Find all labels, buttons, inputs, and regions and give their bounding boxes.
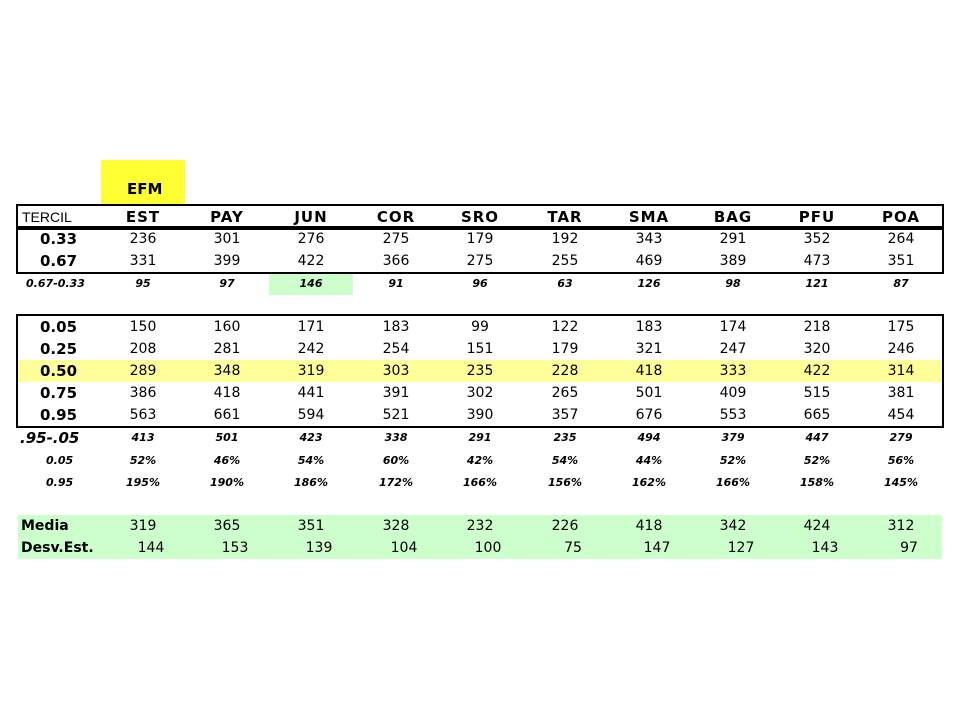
- table-row: [18, 273, 942, 295]
- table-cell: 312: [887, 518, 915, 534]
- table-cell: 501: [635, 385, 663, 401]
- row-label: 0.05: [40, 318, 78, 336]
- table-cell: 320: [803, 341, 831, 357]
- table-cell: 144: [137, 540, 165, 556]
- table-cell: 319: [129, 518, 157, 534]
- table-cell: 333: [719, 363, 747, 379]
- table-cell: 46%: [213, 454, 241, 467]
- table-row: [18, 250, 942, 272]
- table-cell: 424: [803, 518, 831, 534]
- table-cell: SRO: [460, 208, 500, 226]
- row-label: 0.25: [40, 340, 78, 358]
- table-cell: 183: [382, 319, 410, 335]
- table-cell: 291: [719, 231, 747, 247]
- table-cell: 418: [213, 385, 241, 401]
- table-cell: 254: [382, 341, 410, 357]
- row-label: 0.75: [40, 384, 78, 402]
- table-cell: 100: [474, 540, 502, 556]
- table-row: [18, 360, 942, 382]
- table-cell: 179: [466, 231, 494, 247]
- table-cell: 172%: [379, 476, 413, 489]
- table-cell: 158%: [800, 476, 834, 489]
- table-cell: 52%: [803, 454, 831, 467]
- table-cell: 139: [305, 540, 333, 556]
- table-cell: 56%: [887, 454, 915, 467]
- table-cell: 156%: [548, 476, 582, 489]
- table-row: [18, 427, 942, 449]
- table-cell: 95: [135, 277, 151, 290]
- table-cell: 97: [900, 540, 918, 556]
- table-cell: 422: [297, 253, 325, 269]
- table-cell: 348: [213, 363, 241, 379]
- table-cell: 97: [219, 277, 235, 290]
- table-cell: 54%: [297, 454, 325, 467]
- table-cell: 594: [297, 407, 325, 423]
- table-cell: 418: [635, 363, 663, 379]
- table-cell: 232: [466, 518, 494, 534]
- table-cell: 441: [297, 385, 325, 401]
- table-cell: 338: [384, 431, 408, 444]
- table-row: [18, 404, 942, 426]
- row-label: TERCIL: [22, 209, 72, 225]
- table-cell: 146: [269, 273, 353, 295]
- table-cell: 121: [805, 277, 829, 290]
- table-row: [18, 338, 942, 360]
- table-cell: 331: [129, 253, 157, 269]
- row-label: 0.50: [40, 362, 78, 380]
- table-cell: 52%: [129, 454, 157, 467]
- table-row: [18, 228, 942, 250]
- table-cell: 501: [215, 431, 239, 444]
- table-cell: 87: [893, 277, 909, 290]
- table-cell: 381: [887, 385, 915, 401]
- table-cell: 469: [635, 253, 663, 269]
- table-cell: 208: [129, 341, 157, 357]
- table-cell: 352: [803, 231, 831, 247]
- table-cell: 264: [887, 231, 915, 247]
- table-cell: 52%: [719, 454, 747, 467]
- table-cell: 247: [719, 341, 747, 357]
- table-cell: 147: [643, 540, 671, 556]
- table-cell: 661: [213, 407, 241, 423]
- table-cell: 218: [803, 319, 831, 335]
- table-cell: 192: [551, 231, 579, 247]
- table-cell: 399: [213, 253, 241, 269]
- table-cell: 473: [803, 253, 831, 269]
- table-cell: 226: [551, 518, 579, 534]
- table-cell: 186%: [294, 476, 328, 489]
- table-cell: POA: [882, 208, 920, 226]
- row-label: 0.95: [40, 406, 78, 424]
- table-cell: 351: [887, 253, 915, 269]
- row-label: 0.05: [46, 454, 74, 467]
- table-cell: 386: [129, 385, 157, 401]
- row-label: Media: [21, 518, 69, 534]
- table-cell: 127: [727, 540, 755, 556]
- table-cell: 289: [129, 363, 157, 379]
- table-cell: 150: [129, 319, 157, 335]
- table-cell: 379: [721, 431, 745, 444]
- table-cell: 166%: [463, 476, 497, 489]
- table-cell: 162%: [632, 476, 666, 489]
- table-cell: 171: [297, 319, 325, 335]
- table-cell: 42%: [466, 454, 494, 467]
- table-cell: 423: [299, 431, 323, 444]
- table-cell: 389: [719, 253, 747, 269]
- table-cell: 98: [725, 277, 741, 290]
- row-label: 0.67: [40, 252, 78, 270]
- table-row: [18, 316, 942, 338]
- table-cell: 122: [551, 319, 579, 335]
- table-cell: 676: [635, 407, 663, 423]
- table-row: [18, 472, 942, 494]
- table-cell: 303: [382, 363, 410, 379]
- table-cell: 365: [213, 518, 241, 534]
- table-cell: 314: [887, 363, 915, 379]
- row-label: 0.33: [40, 230, 78, 248]
- table-cell: 236: [129, 231, 157, 247]
- table-cell: 126: [637, 277, 661, 290]
- table-cell: COR: [376, 208, 416, 226]
- table-row: [18, 382, 942, 404]
- table-cell: 409: [719, 385, 747, 401]
- table-cell: 275: [466, 253, 494, 269]
- table-cell: 319: [297, 363, 325, 379]
- table-cell: 276: [297, 231, 325, 247]
- table-cell: EST: [125, 208, 161, 226]
- table-cell: JUN: [294, 208, 328, 226]
- table-cell: 342: [719, 518, 747, 534]
- row-label: 0.67-0.33: [26, 277, 85, 290]
- table-cell: PFU: [798, 208, 836, 226]
- table-cell: 418: [635, 518, 663, 534]
- table-cell: 160: [213, 319, 241, 335]
- table-cell: 179: [551, 341, 579, 357]
- table-cell: 153: [221, 540, 249, 556]
- header-row: [18, 206, 942, 228]
- table-cell: 351: [297, 518, 325, 534]
- table-cell: 447: [805, 431, 829, 444]
- table-cell: 235: [466, 363, 494, 379]
- table-cell: SMA: [628, 208, 670, 226]
- table-cell: 454: [887, 407, 915, 423]
- table-cell: 291: [468, 431, 492, 444]
- table-cell: TAR: [547, 208, 583, 226]
- table-cell: 321: [635, 341, 663, 357]
- table-cell: 281: [213, 341, 241, 357]
- table-cell: 60%: [382, 454, 410, 467]
- table-cell: 521: [382, 407, 410, 423]
- table-cell: 391: [382, 385, 410, 401]
- table-cell: 265: [551, 385, 579, 401]
- table-cell: 183: [635, 319, 663, 335]
- table-cell: 255: [551, 253, 579, 269]
- table-cell: 235: [553, 431, 577, 444]
- table-cell: 190%: [210, 476, 244, 489]
- table-cell: 75: [564, 540, 582, 556]
- table-cell: 366: [382, 253, 410, 269]
- table-cell: 422: [803, 363, 831, 379]
- table-cell: BAG: [713, 208, 753, 226]
- table-cell: 242: [297, 341, 325, 357]
- table-row: [18, 450, 942, 472]
- table-cell: 390: [466, 407, 494, 423]
- table-cell: 563: [129, 407, 157, 423]
- table-cell: 174: [719, 319, 747, 335]
- table-cell: 343: [635, 231, 663, 247]
- method-label: EFM: [101, 160, 185, 204]
- table-cell: 145%: [884, 476, 918, 489]
- table-cell: 96: [472, 277, 488, 290]
- table-cell: 665: [803, 407, 831, 423]
- table-cell: 54%: [551, 454, 579, 467]
- table-cell: 246: [887, 341, 915, 357]
- table-cell: 553: [719, 407, 747, 423]
- table-cell: 413: [131, 431, 155, 444]
- table-cell: 175: [887, 319, 915, 335]
- table-cell: 515: [803, 385, 831, 401]
- table-cell: 99: [471, 319, 489, 335]
- table-cell: 104: [390, 540, 418, 556]
- table-row: [18, 537, 942, 559]
- row-label: 0.95: [46, 476, 74, 489]
- table-cell: 301: [213, 231, 241, 247]
- table-cell: 63: [557, 277, 573, 290]
- table-cell: PAY: [210, 208, 244, 226]
- table-cell: 357: [551, 407, 579, 423]
- table-cell: 302: [466, 385, 494, 401]
- table-cell: 275: [382, 231, 410, 247]
- table-cell: 166%: [716, 476, 750, 489]
- table-cell: 228: [551, 363, 579, 379]
- row-label: Desv.Est.: [21, 540, 94, 556]
- table-cell: 328: [382, 518, 410, 534]
- table-row: [18, 515, 942, 537]
- table-cell: 91: [388, 277, 404, 290]
- table-cell: 195%: [126, 476, 160, 489]
- table-cell: 494: [637, 431, 661, 444]
- row-label: .95-.05: [20, 429, 80, 447]
- table-cell: 143: [811, 540, 839, 556]
- table-cell: 151: [466, 341, 494, 357]
- table-cell: 44%: [635, 454, 663, 467]
- table-cell: 279: [889, 431, 913, 444]
